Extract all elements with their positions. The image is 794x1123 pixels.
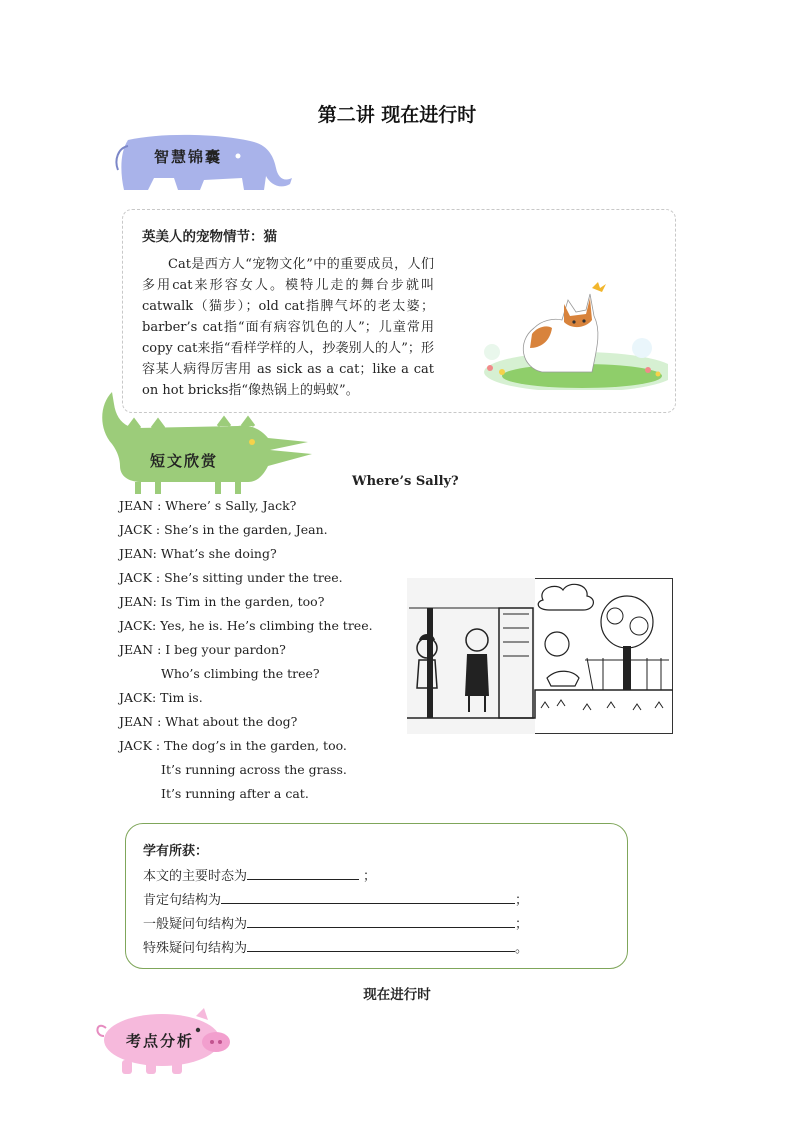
dialog-line: JACK: Yes, he is. He’s climbing the tree. [119,618,373,633]
section-title: 现在进行时 [363,987,431,1003]
gain-section [143,840,528,961]
page-title: 第二讲 现在进行时 [317,104,477,126]
tense-blank[interactable] [247,865,359,880]
gain-label: 肯定句结构为 [143,893,222,908]
gain-end: ； [515,893,529,908]
cat-illustration [472,272,668,390]
gain-label: 一般疑问句结构为 [143,917,248,932]
gain-label: 特殊疑问句结构为 [143,941,248,956]
tip-paragraph: Cat是西方人“宠物文化”中的重要成员，人们多用cat来形容女人。模特儿走的舞台步就叫 catwalk（猫步）；old cat指脾气坏的老太婆；barber’s cat指“面有病容饥色的人”；儿童常用 copy cat来指“看样学样的人，抄袭别人的人”；形容某人病得厉害用 as sick as a cat；like a cat on hot bricks指“像热锅上的蚂蚁”。 [142,257,434,398]
general-question-blank[interactable] [247,913,515,928]
gain-row [143,865,528,889]
dialog [119,496,373,808]
crocodile-icon [98,384,314,496]
crocodile-badge-label: 短文欣赏 [150,452,219,470]
dialog-line: JEAN: Is Tim in the garden, too? [119,594,325,609]
dialog-line: It’s running after a cat. [161,786,309,801]
gain-title: 学有所获： [143,844,209,859]
special-question-blank[interactable] [247,937,515,952]
gain-end: ； [515,917,529,932]
gain-row [143,913,528,937]
dialog-line: JACK: Tim is. [119,690,203,705]
pig-badge-label: 考点分析 [126,1032,195,1050]
dialog-line: JEAN : Where’ s Sally, Jack? [119,498,297,513]
dialog-title: Where’s Sally? [352,474,459,489]
dialog-line: It’s running across the grass. [161,762,347,777]
garden-cartoon [407,578,673,734]
elephant-badge-label: 智慧锦囊 [154,148,223,166]
dialog-line: JACK : She’s in the garden, Jean. [119,522,328,537]
dialog-line: JACK : She’s sitting under the tree. [119,570,343,585]
gain-row [143,937,528,961]
gain-end: 。 [515,941,529,956]
tip-heading: 英美人的宠物情节：猫 [142,229,277,245]
gain-end: ； [363,869,377,884]
dialog-line: JACK : The dog’s in the garden, too. [119,738,347,753]
tip-body [142,254,434,401]
affirmative-blank[interactable] [221,889,515,904]
dialog-line: JEAN : I beg your pardon? [119,642,286,657]
dialog-line: JEAN : What about the dog? [119,714,298,729]
dialog-line: Who’s climbing the tree? [161,666,320,681]
dialog-line: JEAN: What’s she doing? [119,546,277,561]
gain-label: 本文的主要时态为 [143,869,248,884]
gain-row [143,889,528,913]
